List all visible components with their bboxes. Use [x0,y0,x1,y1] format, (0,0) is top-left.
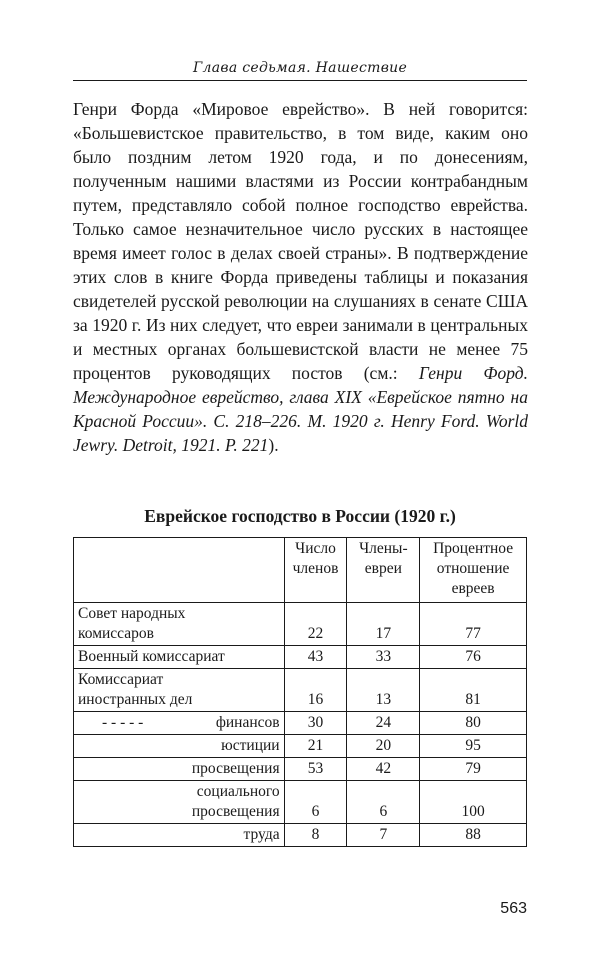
cell-percent: 80 [420,712,527,735]
table-row [74,758,527,781]
cell-members: 43 [284,646,347,669]
cell-members: 53 [284,758,347,781]
header-cell-members: Число членов [284,538,347,603]
cell-percent: 76 [420,646,527,669]
cell-percent: 88 [420,824,527,847]
row-label: труда [74,824,285,847]
body-text-main: Генри Форда «Мировое еврейство». В ней говорится: «Большевистское правительство, в том виде, каким оно было поздним летом 1920 года, и по донесениям, полученным нашими властями из России контрабандным путем, представляло собой полное господство еврейства. Только самое незначительное число русских в настоящее время имеет голос в делах своей страны». В подтверждение этих слов в книге Форда приведены таблицы и показания свидетелей русской революции на слушаниях в сенате США за 1920 г. Из них следует, что евреи занимали в центральных и местных органах большевистской власти не менее 75 процентов руководящих постов (см.: [73,99,528,383]
cell-percent: 79 [420,758,527,781]
cell-jews: 33 [347,646,420,669]
row-label-cell [74,712,285,735]
table-row [74,603,527,646]
table-row [74,781,527,824]
header-rule [73,80,527,81]
header-cell-jews: Члены-евреи [347,538,420,603]
running-header: Глава седьмая. Нашествие [192,60,408,76]
cell-jews: 7 [347,824,420,847]
row-label: финансов [215,714,280,731]
cell-jews: 20 [347,735,420,758]
data-table [73,537,527,847]
body-text-end: ). [268,435,279,455]
cell-percent: 77 [420,603,527,646]
row-label: просвещения [74,758,285,781]
row-label: Совет народных комиссаров [74,603,285,646]
ditto-dashes: - - - - - [102,714,144,731]
header-cell-percent: Процентное отношение евреев [420,538,527,603]
row-label: социального просвещения [74,781,285,824]
body-paragraph [73,97,528,457]
cell-percent: 81 [420,669,527,712]
row-label: Военный комиссариат [74,646,285,669]
table-row [74,712,527,735]
cell-members: 8 [284,824,347,847]
cell-percent: 95 [420,735,527,758]
cell-members: 30 [284,712,347,735]
cell-percent: 100 [420,781,527,824]
table-row [74,669,527,712]
cell-members: 6 [284,781,347,824]
row-label: юстиции [74,735,285,758]
table-row [74,735,527,758]
table-row [74,646,527,669]
page-number: 563 [500,900,527,917]
body-text-citation: Генри Форд. Международное еврейство, глава XIX «Еврейское пятно на Красной России». С. 218–226. М. 1920 г. Henry Ford. World Jewry. Detroit, 1921. P. 221 [73,363,529,455]
cell-jews: 6 [347,781,420,824]
cell-jews: 42 [347,758,420,781]
cell-members: 16 [284,669,347,712]
table-row [74,824,527,847]
cell-members: 21 [284,735,347,758]
cell-jews: 24 [347,712,420,735]
table-header-row [74,538,527,603]
cell-jews: 13 [347,669,420,712]
cell-jews: 17 [347,603,420,646]
cell-members: 22 [284,603,347,646]
table-title: Еврейское господство в России (1920 г.) [144,506,456,526]
header-cell-name [74,538,285,603]
row-label: Комиссариат иностранных дел [74,669,285,712]
